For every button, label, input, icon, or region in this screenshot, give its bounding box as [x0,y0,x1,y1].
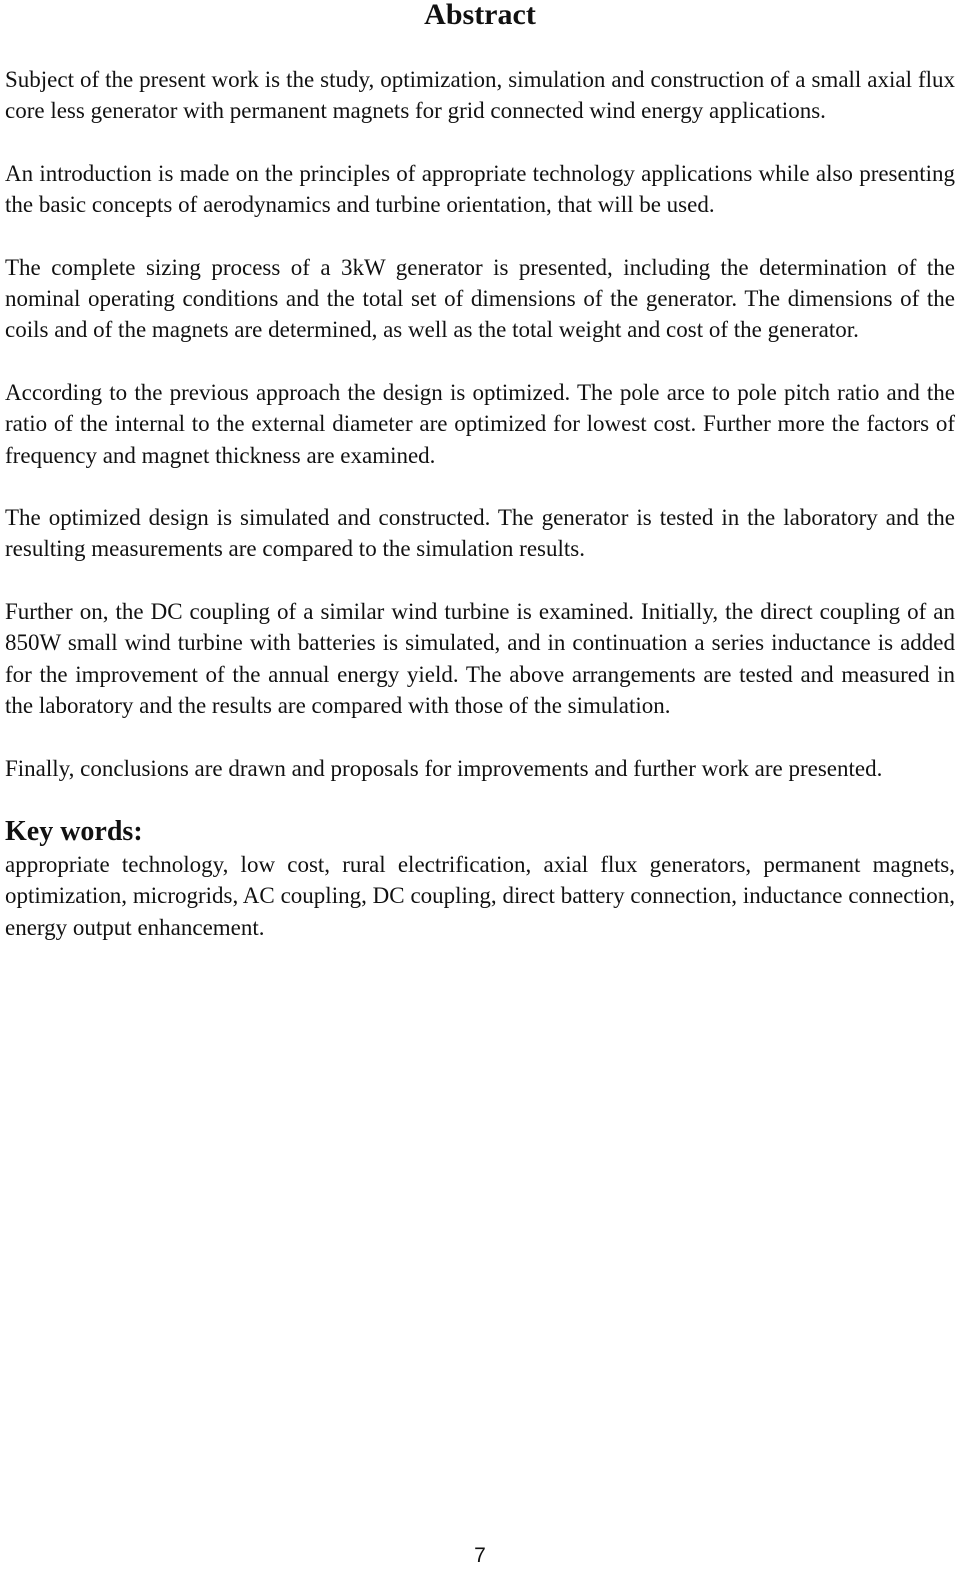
abstract-paragraph-4: According to the previous approach the design is optimized. The pole arce to pole pitch ratio and the ratio of the internal to the external diameter are optimized for lowest cost. Further more the factors of frequency and magnet thickness are examined. [5,379,955,468]
abstract-paragraph-5: The optimized design is simulated and constructed. The generator is tested in the laboratory and the resulting measurements are compared to the simulation results. [5,505,955,562]
abstract-body [5,64,955,943]
abstract-paragraph-6: Further on, the DC coupling of a similar wind turbine is examined. Initially, the direct coupling of an 850W small wind turbine with batteries is simulated, and in continuation a series inductance is added for the improvement of the annual energy yield. The above arrangements are tested and measured in the laboratory and the results are compared with those of the simulation. [5,598,955,719]
abstract-paragraph-2: An introduction is made on the principles of appropriate technology applications while also presenting the basic concepts of aerodynamics and turbine orientation, that will be used. [5,160,955,218]
abstract-paragraph-3: The complete sizing process of a 3kW generator is presented, including the determination of the nominal operating conditions and the total set of dimensions of the generator. The dimensions of the coils and of the magnets are determined, as well as the total weight and cost of the generator. [5,254,955,343]
keywords-heading: Key words: [5,815,143,847]
abstract-paragraph-1: Subject of the present work is the study, optimization, simulation and construction of a small axial flux core less generator with permanent magnets for grid connected wind energy applications. [5,67,955,124]
abstract-paragraph-7: Finally, conclusions are drawn and proposals for improvements and further work are presented. [5,755,883,781]
page-number: 7 [474,1544,486,1567]
keywords-text: appropriate technology, low cost, rural electrification, axial flux generators, permanent magnets, optimization, microgrids, AC coupling, DC coupling, direct battery connection, inductance connection, energy output enhancement. [5,851,955,940]
page-title: Abstract [424,0,536,31]
